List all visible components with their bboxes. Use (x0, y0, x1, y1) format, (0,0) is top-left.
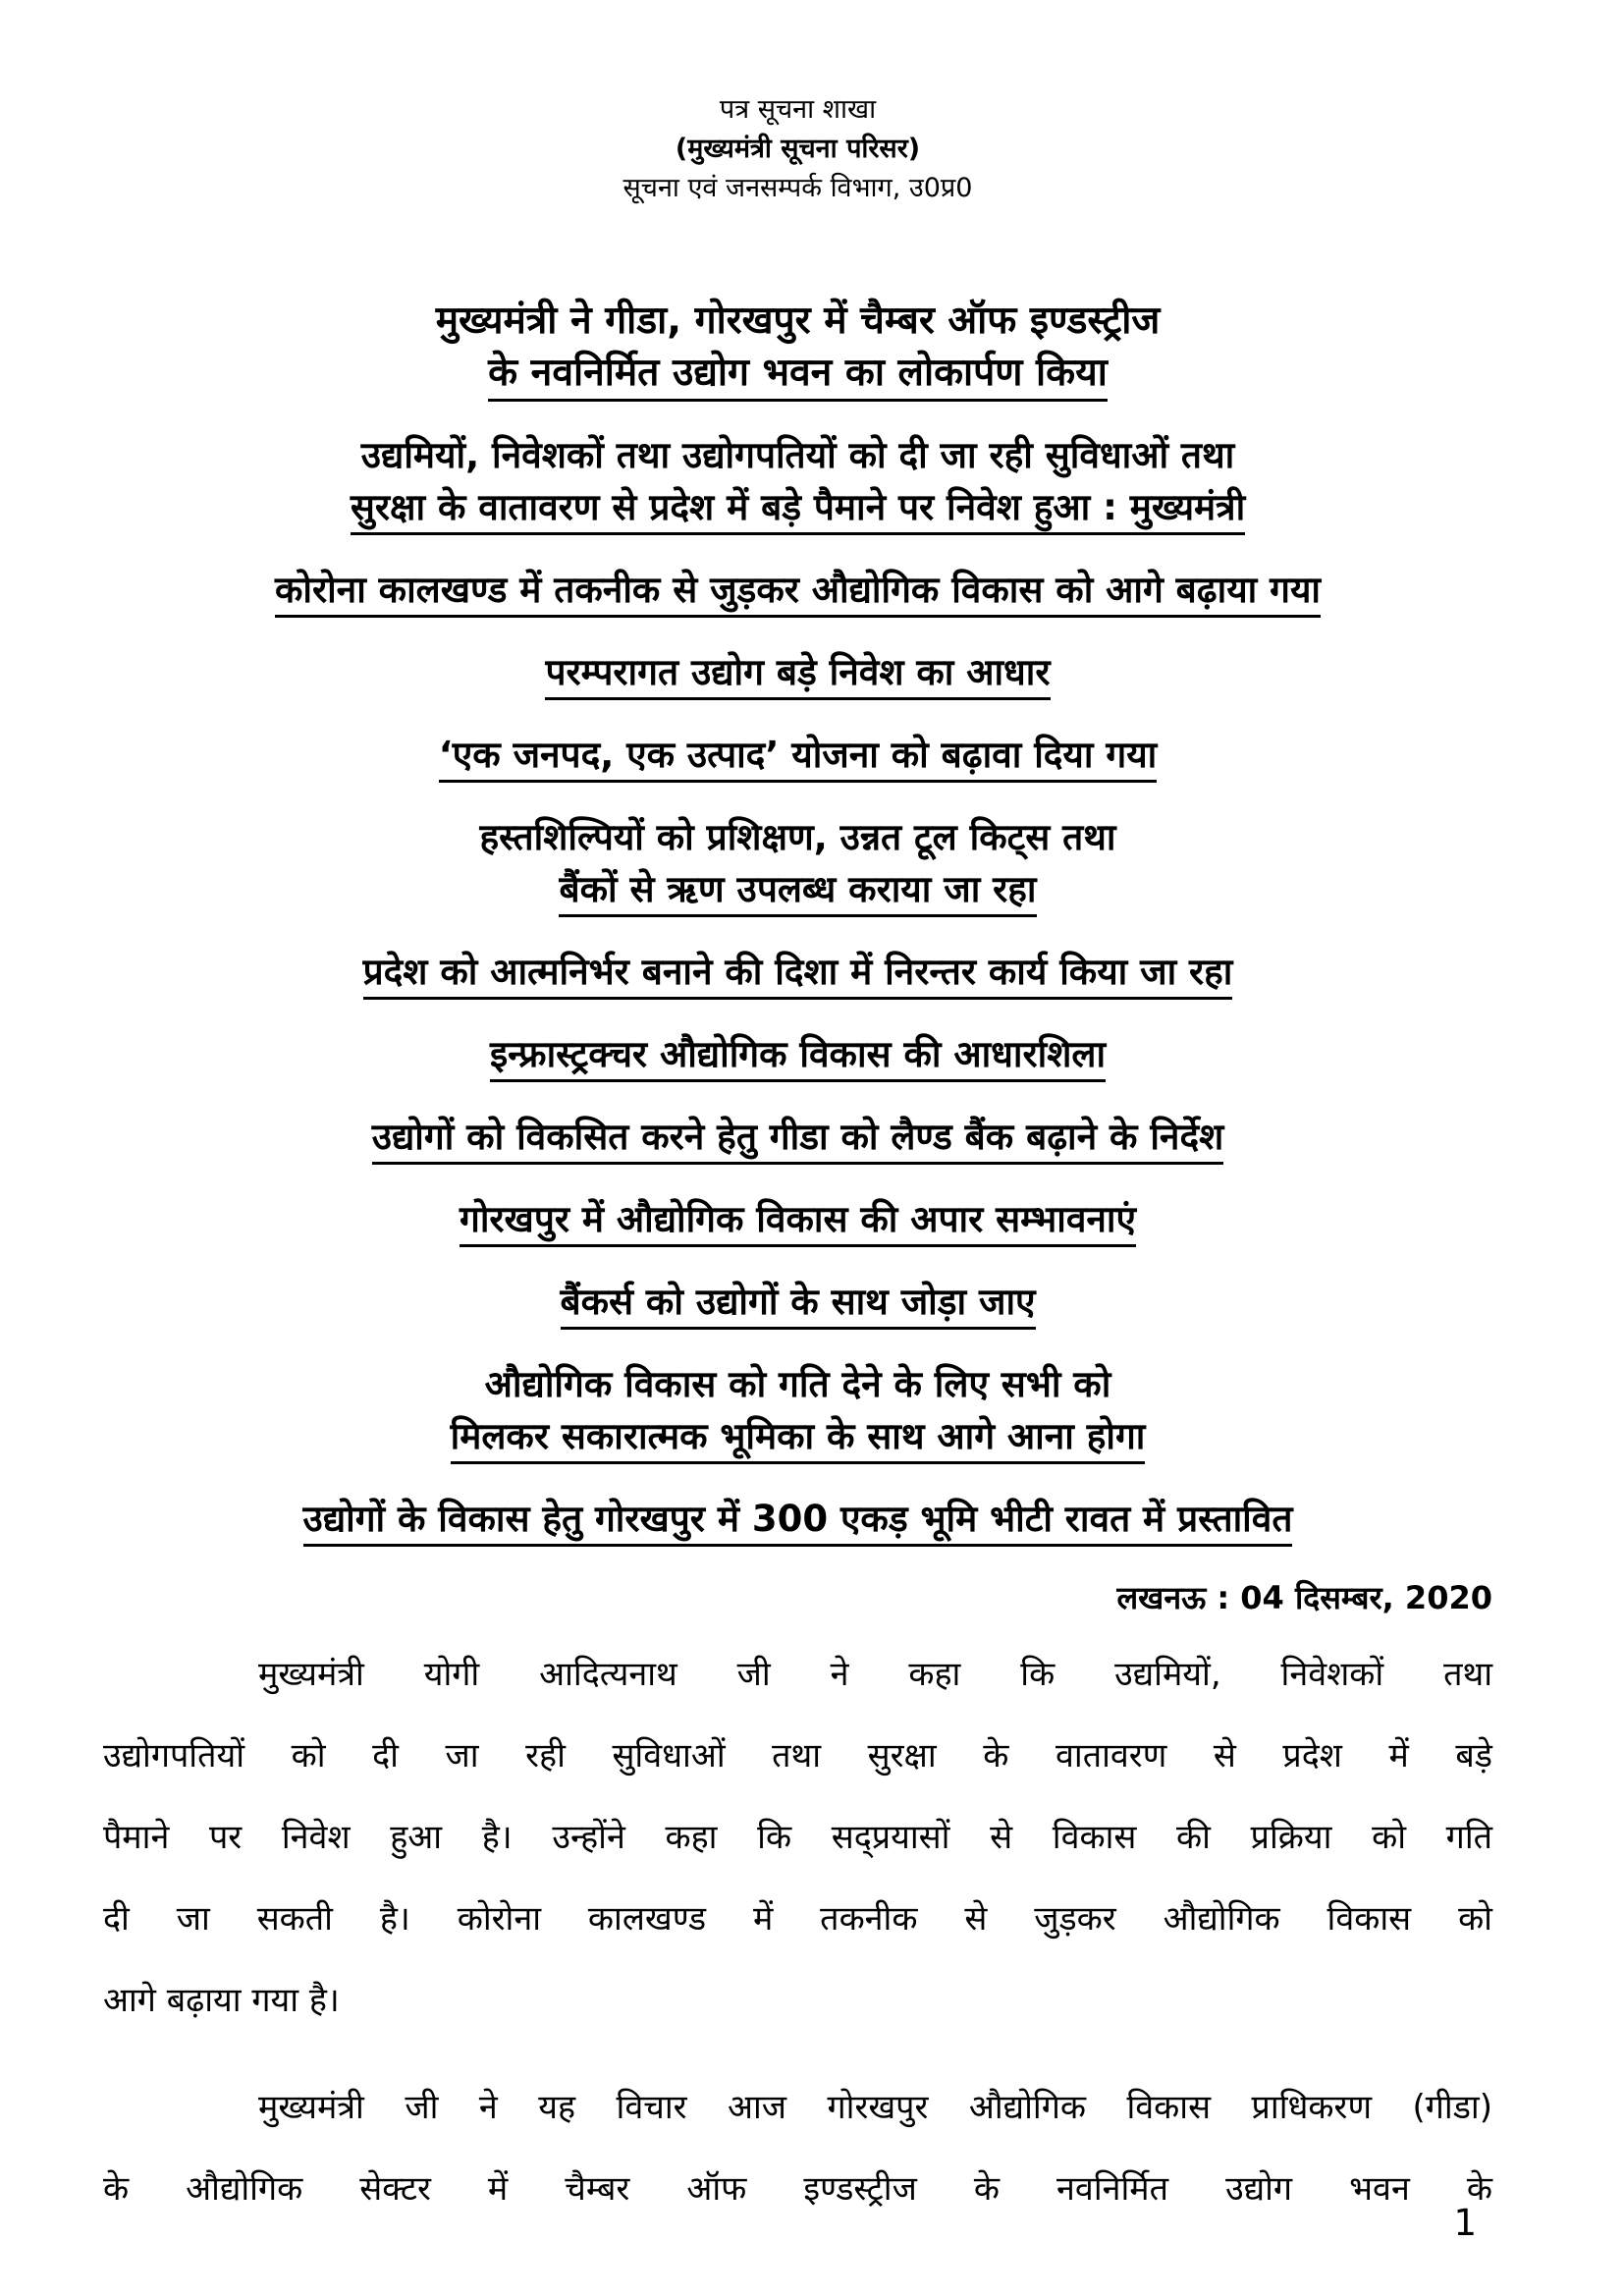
subheading (103, 1193, 1492, 1245)
body-line: मुख्यमंत्री योगी आदित्यनाथ जी ने कहा कि उद्यमियों, निवेशकों तथा (258, 1655, 1492, 1694)
subheading (103, 429, 1492, 533)
subheading-line (103, 1276, 1492, 1328)
body-line: उद्योगपतियों को दी जा रही सुविधाओं तथा सुरक्षा के वातावरण से प्रदेश में बड़े (103, 1736, 1492, 1776)
underlined-text: उद्योगों को विकसित करने हेतु गीडा को लैण्ड बैंक बढ़ाने के निर्देश (372, 1116, 1224, 1165)
headline-section (103, 295, 1492, 1545)
body-line: मुख्यमंत्री जी ने यह विचार आज गोरखपुर औद्योगिक विकास प्राधिकरण (गीडा) (258, 2088, 1492, 2127)
underlined-text: कोरोना कालखण्ड में तकनीक से जुड़कर औद्योगिक विकास को आगे बढ़ाया गया (275, 569, 1321, 618)
underlined-text: प्रदेश को आत्मनिर्भर बनाने की दिशा में निरन्तर कार्य किया जा रहा (363, 951, 1233, 1000)
subheading-line (103, 1028, 1492, 1080)
body-line: आगे बढ़ाया गया है। (103, 1981, 340, 2020)
subheading (103, 1111, 1492, 1163)
subheading-line: हस्तशिल्पियों को प्रशिक्षण, उन्नत टूल किट्स तथा (479, 816, 1116, 858)
subheading (103, 646, 1492, 698)
body-line: दी जा सकती है। कोरोना कालखण्ड में तकनीक से जुड़कर औद्योगिक विकास को (103, 1899, 1492, 1939)
subheading (103, 1276, 1492, 1328)
subheading-line (103, 1410, 1492, 1462)
subheading-line (103, 481, 1492, 533)
subheading-line (103, 729, 1492, 781)
body-text (103, 1634, 1492, 2230)
subheading-line: उद्यमियों, निवेशकों तथा उद्योगपतियों को दी जा रही सुविधाओं तथा (360, 434, 1235, 476)
subheading-line (103, 564, 1492, 616)
subheading (103, 1493, 1492, 1545)
letterhead-department: सूचना एवं जनसम्पर्क विभाग, उ0प्र0 (623, 173, 973, 203)
underlined-text: ‘एक जनपद, एक उत्पाद’ योजना को बढ़ावा दिया गया (439, 734, 1157, 783)
headline-line: मुख्यमंत्री ने गीडा, गोरखपुर में चैम्बर ऑफ इण्डस्ट्रीज (435, 299, 1161, 343)
paragraph (103, 1634, 1492, 2042)
subheading-line (103, 646, 1492, 698)
subheading (103, 811, 1492, 915)
paragraph (103, 2067, 1492, 2230)
dateline: लखनऊ : 04 दिसम्बर, 2020 (1116, 1579, 1492, 1616)
subheading-line: औद्योगिक विकास को गति देने के लिए सभी को (484, 1363, 1111, 1405)
subheading-line (103, 946, 1492, 998)
subheading (103, 564, 1492, 616)
subheading-line (103, 863, 1492, 915)
subheading-line (103, 1193, 1492, 1245)
underlined-text: सुरक्षा के वातावरण से प्रदेश में बड़े पैमाने पर निवेश हुआ : मुख्यमंत्री (351, 486, 1245, 535)
underlined-text: बैंकों से ऋण उपलब्ध कराया जा रहा (559, 868, 1036, 917)
headline-main (103, 295, 1492, 399)
subheading-line (103, 1111, 1492, 1163)
headline-line (103, 347, 1492, 399)
body-line: पैमाने पर निवेश हुआ है। उन्होंने कहा कि सद्प्रयासों से विकास की प्रक्रिया को गति (103, 1818, 1492, 1857)
underlined-text: इन्फ्रास्ट्रक्चर औद्योगिक विकास की आधारशिला (490, 1033, 1106, 1082)
subheading-line (103, 1493, 1492, 1545)
letterhead (103, 90, 1492, 208)
page-number: 1 (1453, 2202, 1477, 2244)
underlined-text: परम्परागत उद्योग बड़े निवेश का आधार (545, 651, 1050, 700)
underlined-text: उद्योगों के विकास हेतु गोरखपुर में 300 एकड़ भूमि भीटी रावत में प्रस्तावित (303, 1498, 1293, 1547)
body-line: के औद्योगिक सेक्टर में चैम्बर ऑफ इण्डस्ट्रीज के नवनिर्मित उद्योग भवन के (103, 2169, 1492, 2209)
subheading (103, 729, 1492, 781)
underlined-text: गोरखपुर में औद्योगिक विकास की अपार सम्भावनाएं (460, 1198, 1136, 1247)
subheading (103, 1358, 1492, 1462)
letterhead-office: (मुख्यमंत्री सूचना परिसर) (675, 134, 921, 164)
underlined-text: के नवनिर्मित उद्योग भवन का लोकार्पण किया (488, 351, 1108, 402)
letterhead-branch: पत्र सूचना शाखा (719, 94, 877, 125)
subheading (103, 1028, 1492, 1080)
underlined-text: मिलकर सकारात्मक भूमिका के साथ आगे आना होगा (451, 1415, 1146, 1464)
subheading (103, 946, 1492, 998)
underlined-text: बैंकर्स को उद्योगों के साथ जोड़ा जाए (561, 1281, 1036, 1330)
